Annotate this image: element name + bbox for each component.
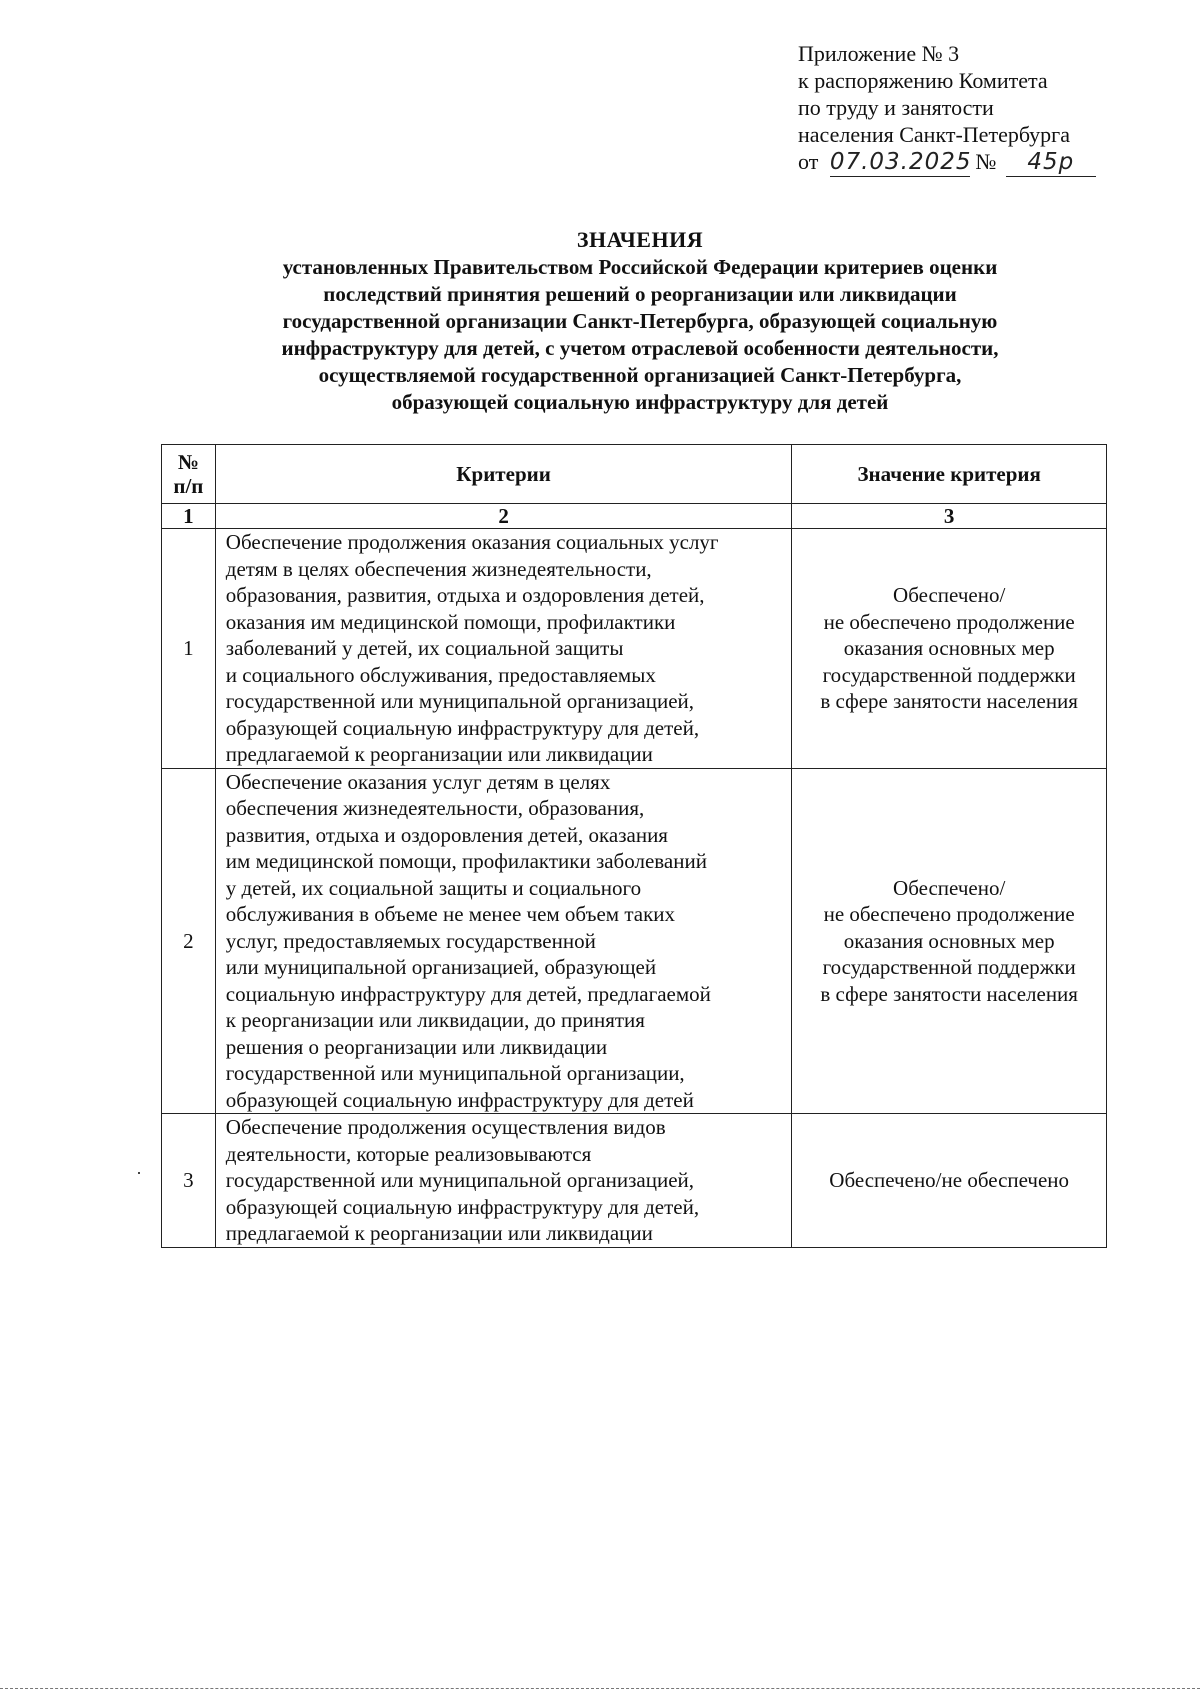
value-cell [792,1114,1107,1248]
criteria-line: Обеспечение продолжения осуществления видов [225,1115,666,1139]
criteria-line: и социального обслуживания, предоставляемых [225,662,656,687]
title-line: осуществляемой государственной организацией Санкт-Петербурга, [318,363,962,387]
criteria-line: социальную инфраструктуру для детей, предлагаемой [225,981,711,1006]
index-cell: 2 [215,504,792,529]
criteria-line: деятельности, которые реализовываются [225,1141,592,1166]
criteria-line: государственной или муниципальной организацией, [225,1168,695,1192]
value-line: оказания основных мер [843,636,1055,660]
title-line: последствий принятия решений о реорганизации или ликвидации [323,282,957,306]
value-line: оказания основных мер [843,928,1055,953]
criteria-cell [215,529,792,769]
criteria-line: предлагаемой к реорганизации или ликвидации [225,742,653,766]
criteria-line: к реорганизации или ликвидации, до принятия [225,1008,645,1032]
criteria-line: предлагаемой к реорганизации или ликвидации [225,1221,653,1245]
criteria-table [161,444,1107,1248]
header-num-line: № [177,450,199,474]
table-row [162,1114,1107,1248]
scan-speck [138,1172,140,1174]
title-line: государственной организации Санкт-Петербурга, образующей социальную [282,309,998,333]
value-line: в сфере занятости населения [820,981,1078,1006]
criteria-line: у детей, их социальной защиты и социального [225,875,642,900]
table-row [162,768,1107,1114]
number-prefix: № [975,149,997,174]
date-number-line [798,148,1118,177]
criteria-line: оказания им медицинской помощи, профилактики [225,609,676,634]
criteria-line: услуг, предоставляемых государственной [225,928,596,953]
criteria-line: детям в целях обеспечения жизнедеятельности, [225,556,652,581]
criteria-line: решения о реорганизации или ликвидации [225,1034,608,1059]
criteria-line: развития, отдыха и оздоровления детей, оказания [225,822,668,847]
appendix-line: Приложение № 3 [798,41,960,66]
document-title [150,226,1130,416]
value-line: в сфере занятости населения [820,689,1078,713]
date-prefix: от [798,149,819,174]
table-index-row [162,504,1107,529]
header-num [162,445,216,504]
value-line: Обеспечено/ [893,583,1006,607]
criteria-cell [215,1114,792,1248]
table-header-row [162,445,1107,504]
criteria-line: Обеспечение оказания услуг детям в целях [225,769,611,794]
scan-bottom-edge [0,1688,1200,1689]
value-cell [792,529,1107,769]
handwritten-number: 45р [1006,149,1096,177]
criteria-line: им медицинской помощи, профилактики заболеваний [225,849,707,873]
header-value: Значение критерия [792,445,1107,504]
title-heading: ЗНАЧЕНИЯ [576,227,704,252]
criteria-cell [215,768,792,1114]
table-row [162,529,1107,769]
criteria-line: или муниципальной организацией, образующей [225,955,657,979]
index-cell: 3 [792,504,1107,529]
row-number: 1 [162,529,216,769]
appendix-line: населения Санкт-Петербурга [798,122,1070,147]
criteria-line: обслуживания в объеме не менее чем объем таких [225,902,676,926]
criteria-line: образования, развития, отдыха и оздоровления детей, [225,583,705,607]
criteria-line: образующей социальную инфраструктуру для детей [225,1087,694,1112]
criteria-line: государственной или муниципальной организацией, [225,689,695,713]
value-line: Обеспечено/не обеспечено [829,1168,1070,1192]
criteria-line: государственной или муниципальной организации, [225,1061,685,1085]
header-criteria: Критерии [215,445,792,504]
appendix-block [798,40,1118,177]
appendix-line: по труду и занятости [798,95,994,120]
header-num-line: п/п [173,474,204,498]
row-number: 2 [162,768,216,1114]
index-cell: 1 [162,504,216,529]
row-number: 3 [162,1114,216,1248]
title-line: образующей социальную инфраструктуру для детей [391,390,889,414]
value-line: государственной поддержки [822,662,1076,687]
criteria-line: образующей социальную инфраструктуру для детей, [225,1194,700,1219]
title-line: инфраструктуру для детей, с учетом отраслевой особенности деятельности, [281,336,999,360]
value-line: Обеспечено/ [893,875,1006,900]
value-line: государственной поддержки [822,955,1076,979]
criteria-line: Обеспечение продолжения оказания социальных услуг [225,530,719,554]
value-cell [792,768,1107,1114]
value-line: не обеспечено продолжение [823,902,1075,926]
criteria-line: образующей социальную инфраструктуру для детей, [225,715,700,740]
value-line: не обеспечено продолжение [823,609,1075,634]
criteria-line: заболеваний у детей, их социальной защиты [225,636,624,660]
appendix-line: к распоряжению Комитета [798,68,1048,93]
title-line: установленных Правительством Российской Федерации критериев оценки [282,255,998,279]
handwritten-date: 07.03.2025 [829,149,972,175]
criteria-line: обеспечения жизнедеятельности, образования, [225,796,645,820]
